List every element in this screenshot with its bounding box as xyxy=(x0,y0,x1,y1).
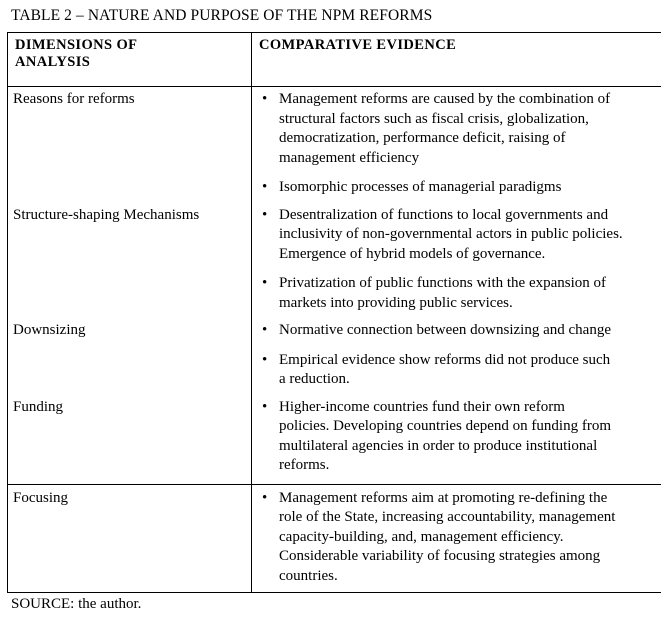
list-item: • Isomorphic processes of managerial paradigms xyxy=(259,178,661,198)
evidence-cell xyxy=(252,395,661,485)
dimension-label: Reasons for reforms xyxy=(13,91,135,107)
header-evidence xyxy=(252,33,661,87)
header-dimensions-line2: ANALYSIS xyxy=(15,54,91,70)
bullet-icon: • xyxy=(262,275,268,291)
table-title: TABLE 2 – NATURE AND PURPOSE OF THE NPM REFORMS xyxy=(11,7,433,24)
list-item: • Higher-income countries fund their own reform policies. Developing countries depend on funding from multilateral agencies in order to produce institutional reforms. xyxy=(262,398,612,473)
table-row xyxy=(8,484,661,593)
header-evidence-label: COMPARATIVE EVIDENCE xyxy=(259,37,457,53)
list-item: • Privatization of public functions with the expansion of markets into providing public services. xyxy=(262,275,607,311)
table-row xyxy=(8,318,661,395)
dimension-cell xyxy=(8,87,252,203)
source-note: SOURCE: the author. xyxy=(11,596,142,612)
bullet-icon: • xyxy=(262,91,268,107)
list-item: • Normative connection between downsizing and change xyxy=(259,321,661,341)
bullet-icon: • xyxy=(262,179,268,195)
bullet-icon: • xyxy=(262,206,268,223)
list-item: • Empirical evidence show reforms did not produce such a reduction. xyxy=(262,351,611,387)
dimension-label: Downsizing xyxy=(13,322,86,338)
evidence-cell xyxy=(252,203,661,319)
bullet-icon: • xyxy=(262,351,268,368)
dimension-cell xyxy=(8,203,252,319)
list-item: • Management reforms aim at promoting re-defining the role of the State, increasing accountability, management capacity-building, and, management efficiency. Considerable variability of focusing strategies among countries. xyxy=(262,489,616,584)
bullet-icon: • xyxy=(262,489,268,506)
npm-reforms-table xyxy=(7,32,661,593)
evidence-cell xyxy=(252,484,661,593)
dimension-cell xyxy=(8,395,252,485)
dimension-cell xyxy=(8,318,252,395)
dimension-label: Focusing xyxy=(13,489,69,506)
dimension-label: Structure-shaping Mechanisms xyxy=(13,206,200,223)
dimension-cell xyxy=(8,484,252,593)
header-dimensions-line1: DIMENSIONS OF xyxy=(15,37,138,53)
table-row xyxy=(8,87,661,203)
table-header-row xyxy=(8,33,661,87)
table-row xyxy=(8,203,661,319)
bullet-icon: • xyxy=(262,322,268,338)
list-item: • Desentralization of functions to local governments and inclusivity of non-governmental actors in public policies. Emergence of hybrid models of governance. xyxy=(262,206,623,262)
list-item: • Management reforms are caused by the combination of structural factors such as fiscal crisis, globalization, democratization, performance deficit, raising of management efficiency xyxy=(262,91,611,166)
evidence-cell xyxy=(252,87,661,203)
header-dimensions xyxy=(8,33,252,87)
dimension-label: Funding xyxy=(13,398,64,415)
evidence-cell xyxy=(252,318,661,395)
bullet-icon: • xyxy=(262,398,268,415)
table-row xyxy=(8,395,661,485)
